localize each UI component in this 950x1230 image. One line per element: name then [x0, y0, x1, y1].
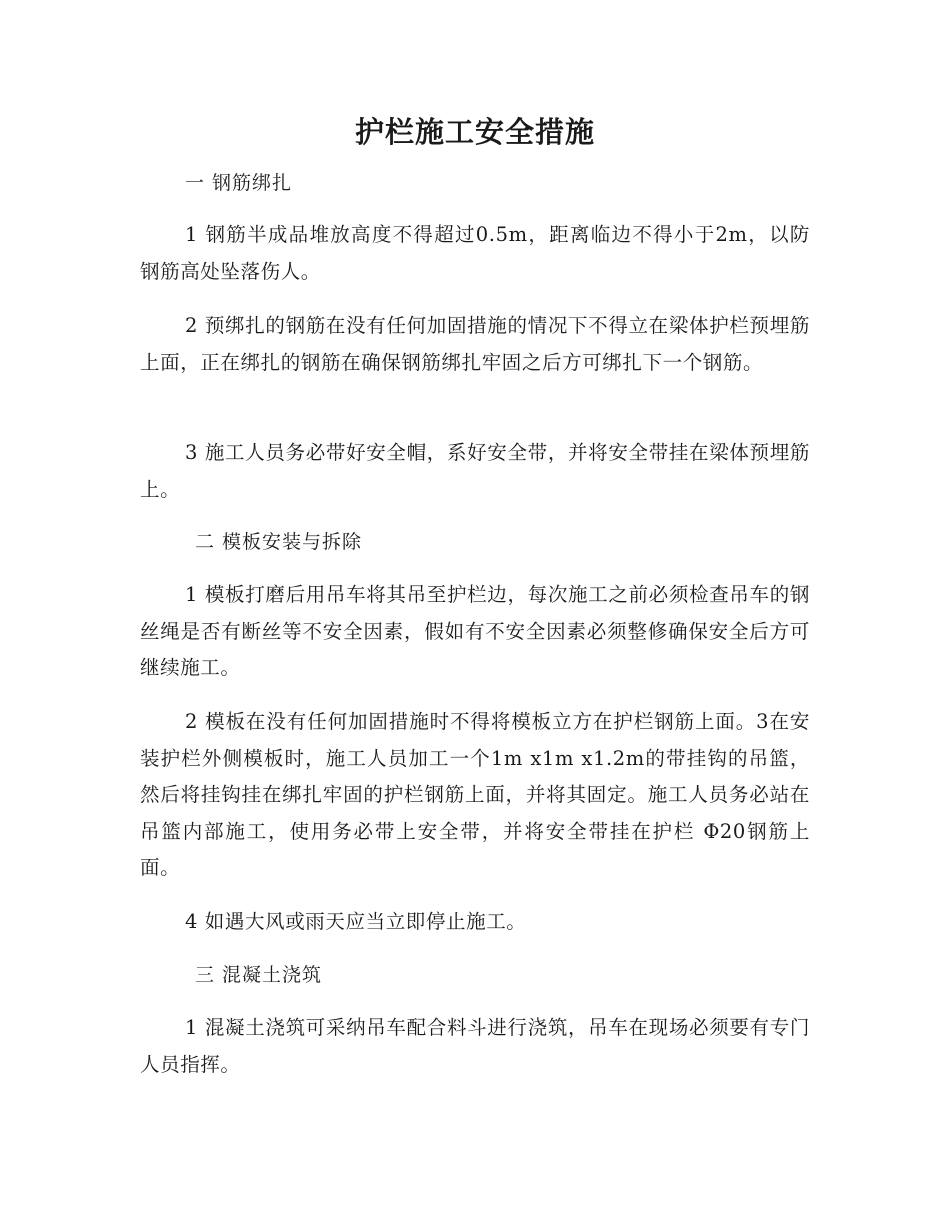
paragraph-formwork-1: 1 模板打磨后用吊车将其吊至护栏边，每次施工之前必须检查吊车的钢丝绳是否有断丝等不安全因素，假如有不安全因素必须整修确保安全后方可继续施工。: [140, 583, 810, 679]
section-heading-rebar: 一 钢筋绑扎: [185, 172, 293, 194]
section-heading-concrete: 三 混凝土浇筑: [195, 964, 323, 986]
paragraph-rebar-3: 3 施工人员务必带好安全帽，系好安全带，并将安全带挂在梁体预埋筋上。: [140, 441, 810, 501]
paragraph-formwork-2: 2 模板在没有任何加固措施时不得将模板立方在护栏钢筋上面。3在安装护栏外侧模板时，施工人员加工一个1m x1m x1.2m的带挂钩的吊篮，然后将挂钩挂在绑扎牢固的护栏钢筋上面，并将其固定。施工人员务必站在吊篮内部施工，使用务必带上安全带，并将安全带挂在护栏 Φ20钢筋上面。: [140, 710, 810, 879]
document-title: 护栏施工安全措施: [354, 115, 595, 149]
paragraph-concrete-1: 1 混凝土浇筑可采纳吊车配合料斗进行浇筑，吊车在现场必须要有专门人员指挥。: [140, 1016, 810, 1076]
paragraph-rebar-2: 2 预绑扎的钢筋在没有任何加固措施的情况下不得立在梁体护栏预埋筋上面，正在绑扎的钢筋在确保钢筋绑扎牢固之后方可绑扎下一个钢筋。: [140, 314, 810, 374]
paragraph-rebar-1: 1 钢筋半成品堆放高度不得超过0.5m，距离临边不得小于2m，以防钢筋高处坠落伤人。: [140, 223, 810, 283]
paragraph-formwork-4: 4 如遇大风或雨天应当立即停止施工。: [185, 910, 527, 933]
section-heading-formwork: 二 模板安装与拆除: [195, 531, 363, 553]
